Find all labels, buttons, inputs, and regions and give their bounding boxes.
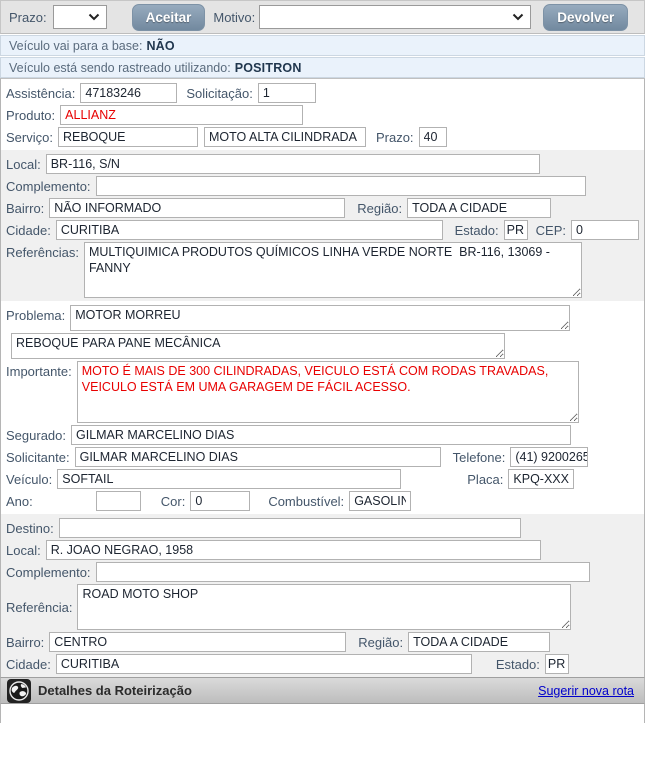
prazo-select-label: Prazo: xyxy=(9,9,47,25)
veiculo-input[interactable] xyxy=(57,469,401,489)
combustivel-label: Combustível: xyxy=(268,493,345,509)
service-section xyxy=(1,79,644,150)
problem-people-section xyxy=(1,301,644,514)
destino-cidade-label: Cidade: xyxy=(6,656,51,672)
solicitacao-input[interactable] xyxy=(258,83,316,103)
destino-regiao-label: Região: xyxy=(358,634,404,650)
cor-label: Cor: xyxy=(160,493,186,509)
referencias-textarea[interactable] xyxy=(84,242,582,298)
destino-bairro-label: Bairro: xyxy=(6,634,45,650)
bairro-input[interactable] xyxy=(49,198,345,218)
complemento-label: Complemento: xyxy=(6,178,91,194)
suggest-new-route-link[interactable]: Sugerir nova rota xyxy=(538,683,634,698)
chevron-down-icon xyxy=(88,13,100,21)
destino-complemento-input[interactable] xyxy=(96,562,590,582)
regiao-label: Região: xyxy=(357,200,403,216)
assistencia-label: Assistência: xyxy=(6,85,76,101)
servico-input[interactable] xyxy=(58,127,198,147)
aceitar-button[interactable]: Aceitar xyxy=(132,4,206,31)
problema-detalhe-textarea[interactable] xyxy=(11,333,505,359)
cidade-input[interactable] xyxy=(56,220,443,240)
telefone-label: Telefone: xyxy=(452,449,506,465)
prazo-input[interactable] xyxy=(419,127,447,147)
servico-label: Serviço: xyxy=(6,129,53,145)
importante-textarea[interactable] xyxy=(77,361,579,423)
servico-tipo-input[interactable] xyxy=(204,127,366,147)
devolver-button[interactable]: Devolver xyxy=(543,4,628,31)
bairro-label: Bairro: xyxy=(6,200,45,216)
destino-label: Destino: xyxy=(6,520,54,536)
regiao-input[interactable] xyxy=(407,198,551,218)
globe-icon xyxy=(7,679,31,703)
estado-input[interactable] xyxy=(504,220,528,240)
cep-input[interactable] xyxy=(571,220,639,240)
placa-input[interactable] xyxy=(508,469,574,489)
routing-details-panel xyxy=(0,704,645,723)
local-input[interactable] xyxy=(46,154,540,174)
cidade-label: Cidade: xyxy=(6,222,51,238)
base-status-label: Veículo vai para a base: xyxy=(9,38,143,53)
solicitante-input[interactable] xyxy=(75,447,441,467)
importante-label: Importante: xyxy=(6,364,72,379)
estado-label: Estado: xyxy=(454,222,499,238)
complemento-input[interactable] xyxy=(96,176,586,196)
ano-label: Ano: xyxy=(6,493,33,509)
telefone-input[interactable] xyxy=(510,447,588,467)
problema-textarea[interactable] xyxy=(70,305,570,331)
routing-details-title: Detalhes da Roteirização xyxy=(38,683,192,698)
destino-bairro-input[interactable] xyxy=(49,632,346,652)
origin-address-section xyxy=(1,150,644,301)
destino-local-input[interactable] xyxy=(46,540,541,560)
destino-estado-input[interactable] xyxy=(545,654,569,674)
chevron-down-icon xyxy=(512,13,524,21)
motivo-select[interactable] xyxy=(259,5,531,29)
base-status-banner xyxy=(0,35,645,56)
routing-details-header xyxy=(0,677,645,704)
produto-label: Produto: xyxy=(6,107,56,123)
placa-label: Placa: xyxy=(467,471,504,487)
base-status-value: NÃO xyxy=(146,38,175,53)
destino-local-label: Local: xyxy=(6,542,41,558)
toolbar xyxy=(0,0,645,34)
segurado-label: Segurado: xyxy=(6,427,66,443)
tracking-status-banner xyxy=(0,57,645,78)
tracking-status-value: POSITRON xyxy=(234,60,302,75)
combustivel-input[interactable] xyxy=(349,491,411,511)
prazo-select[interactable] xyxy=(53,5,107,29)
solicitacao-label: Solicitação: xyxy=(186,85,253,101)
destino-complemento-label: Complemento: xyxy=(6,564,91,580)
destino-referencia-label: Referência: xyxy=(6,599,73,615)
motivo-select-label: Motivo: xyxy=(213,9,256,25)
assistance-form xyxy=(0,78,645,677)
solicitante-label: Solicitante: xyxy=(6,449,70,465)
cep-label: CEP: xyxy=(535,222,566,238)
local-label: Local: xyxy=(6,156,41,172)
ano-input[interactable] xyxy=(96,491,141,511)
cor-input[interactable] xyxy=(190,491,250,511)
prazo-label: Prazo: xyxy=(375,129,414,145)
destino-referencia-textarea[interactable] xyxy=(77,584,571,630)
assistencia-input[interactable] xyxy=(80,83,177,103)
produto-input[interactable] xyxy=(60,105,303,125)
referencias-label: Referências: xyxy=(6,245,79,260)
tracking-status-label: Veículo está sendo rastreado utilizando: xyxy=(9,60,231,75)
destino-input[interactable] xyxy=(59,518,521,538)
segurado-input[interactable] xyxy=(71,425,571,445)
destino-estado-label: Estado: xyxy=(495,656,540,672)
destino-cidade-input[interactable] xyxy=(56,654,472,674)
destination-section xyxy=(1,514,644,677)
destino-regiao-input[interactable] xyxy=(408,632,550,652)
problema-label: Problema: xyxy=(6,308,66,323)
veiculo-label: Veículo: xyxy=(6,471,53,487)
